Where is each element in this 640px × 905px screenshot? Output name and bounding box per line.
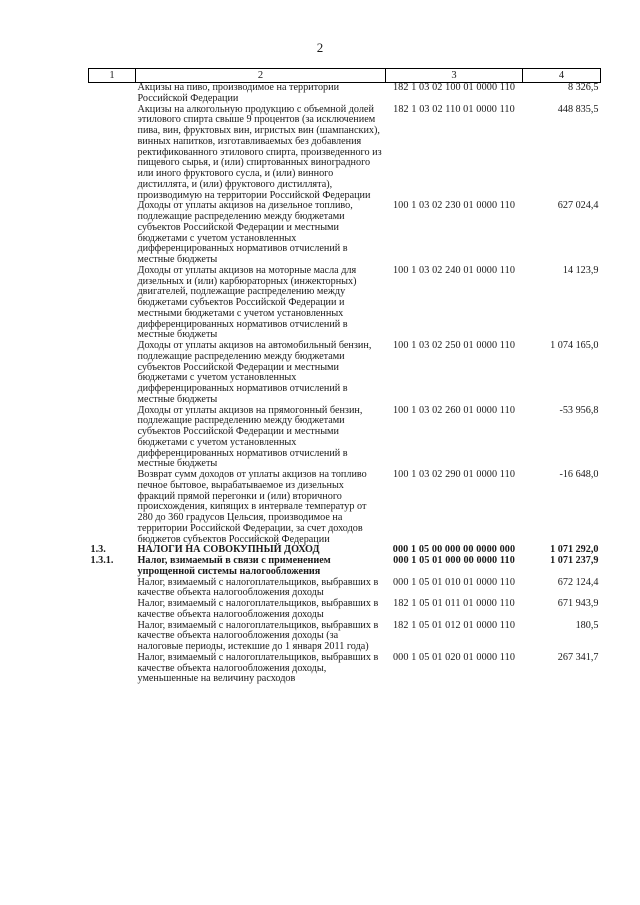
- row-name: Налог, взимаемый с налогоплательщиков, выбравших в качестве объекта налогообложения доходы (за налоговые периоды, истекшие до 1 января 2011 года): [137, 619, 379, 652]
- row-code: 000 1 05 01 020 01 0000 110: [392, 651, 516, 663]
- row-number: [89, 653, 136, 685]
- row-code: 000 1 05 01 000 00 0000 110: [393, 555, 515, 566]
- row-name: Налог, взимаемый в связи с применением упрощенной системы налогообложения: [137, 555, 331, 577]
- row-number: [89, 83, 136, 105]
- row-number: [89, 105, 136, 202]
- row-amount: 267 341,7: [557, 651, 599, 663]
- row-number: [89, 406, 136, 471]
- table-row: [89, 578, 601, 600]
- row-number: [89, 201, 136, 266]
- row-name: Акцизы на алкогольную продукцию с объемной долей этилового спирта свыше 9 процентов (за исключением пива, вин, фруктовых вин, игристых вин (шампанских), винных напитков, изготавливаемых без добавления ректификованного этилового спирта, произведенного из пищевого сырья, и (или) спиртованных виноградного или иного фруктового сусла, и (или) винного дистиллята, и (или) фруктового дистиллята), производимую на территории Российской Федерации: [137, 103, 382, 201]
- row-number: [89, 266, 136, 341]
- row-number: [89, 470, 136, 545]
- row-amount: 14 123,9: [562, 264, 599, 276]
- row-amount: 1 074 165,0: [550, 340, 599, 351]
- row-code: 100 1 03 02 240 01 0000 110: [392, 264, 516, 276]
- row-amount: -53 956,8: [559, 404, 599, 416]
- row-number: 1.3.: [90, 544, 106, 556]
- row-number: [89, 578, 136, 600]
- row-amount: -16 648,0: [559, 469, 599, 480]
- row-code: 100 1 03 02 230 01 0000 110: [392, 200, 516, 212]
- row-name: Возврат сумм доходов от уплаты акцизов на топливо печное бытовое, вырабатываемое из дизельных фракций прямой перегонки и (или) вторичного происхождения, кипящих в интервале температур от 280 до 360 градусов Цельсия, производимое на территории Российской Федерации, за счет доходов бюджетов субъектов Российской Федерации: [137, 469, 367, 545]
- row-code: 100 1 03 02 250 01 0000 110: [392, 340, 516, 351]
- row-amount: 1 071 237,9: [550, 555, 599, 566]
- table-row: [89, 406, 601, 471]
- table-header-row: [89, 69, 601, 83]
- row-amount: 672 124,4: [557, 576, 599, 588]
- row-code: 000 1 05 01 010 01 0000 110: [392, 576, 516, 588]
- row-number: [89, 599, 136, 621]
- row-code: 000 1 05 00 000 00 0000 000: [392, 544, 516, 556]
- table-row: [89, 470, 601, 545]
- row-name: Налог, взимаемый с налогоплательщиков, выбравших в качестве объекта налогообложения доходы: [137, 598, 379, 620]
- row-name: Доходы от уплаты акцизов на автомобильный бензин, подлежащие распределению между бюджетами субъектов Российской Федерации и местными бюджетами с учетом установленных дифференцированных нормативов отчислений в местные бюджеты: [137, 340, 372, 405]
- row-amount: 627 024,4: [557, 200, 599, 212]
- row-name: Доходы от уплаты акцизов на моторные масла для дизельных и (или) карбюраторных (инжекторных) двигателей, подлежащие распределению между бюджетами субъектов Российской Федерации и местными бюджетами с учетом установленных дифференцированных нормативов отчислений в местные бюджеты: [137, 264, 357, 341]
- row-name: Доходы от уплаты акцизов на дизельное топливо, подлежащие распределению между бюджетами субъектов Российской Федерации и местными бюджетами с учетом установленных дифференцированных нормативов отчислений в местные бюджеты: [137, 200, 353, 265]
- row-name: Акцизы на пиво, производимое на территории Российской Федерации: [137, 82, 340, 104]
- table-row: [89, 83, 601, 105]
- row-code: 182 1 03 02 100 01 0000 110: [392, 82, 516, 93]
- header-col-4: 4: [523, 69, 601, 83]
- row-code: 100 1 03 02 260 01 0000 110: [392, 404, 516, 416]
- row-number: [89, 621, 136, 653]
- header-col-3: 3: [386, 69, 523, 83]
- header-col-2: 2: [136, 69, 386, 83]
- row-name: НАЛОГИ НА СОВОКУПНЫЙ ДОХОД: [137, 544, 320, 556]
- header-col-1: 1: [89, 69, 136, 83]
- row-code: 182 1 05 01 012 01 0000 110: [392, 619, 516, 631]
- table-row: [89, 266, 601, 341]
- row-amount: 180,5: [575, 619, 599, 631]
- table-body: [89, 83, 601, 686]
- row-amount: 1 071 292,0: [550, 544, 599, 556]
- row-name: Доходы от уплаты акцизов на прямогонный бензин, подлежащие распределению между бюджетами субъектов Российской Федерации и местными бюджетами с учетом установленных дифференцированных нормативов отчислений в местные бюджеты: [137, 404, 363, 470]
- row-name: Налог, взимаемый с налогоплательщиков, выбравших в качестве объекта налогообложения доходы: [137, 576, 379, 599]
- row-amount: 8 326,5: [567, 82, 599, 93]
- row-amount: 448 835,5: [557, 103, 599, 115]
- page-number: 2: [316, 40, 324, 55]
- table-row: [89, 105, 601, 202]
- table-row: [89, 556, 601, 578]
- row-code: 182 1 05 01 011 01 0000 110: [393, 598, 515, 609]
- row-number: 1.3.1.: [90, 555, 114, 566]
- table-row: [89, 341, 601, 406]
- revenue-table: [88, 68, 601, 685]
- row-code: 100 1 03 02 290 01 0000 110: [392, 469, 516, 480]
- table-row: [89, 653, 601, 685]
- table-row: [89, 599, 601, 621]
- table-row: [89, 621, 601, 653]
- row-name: Налог, взимаемый с налогоплательщиков, выбравших в качестве объекта налогообложения доходы, уменьшенные на величину расходов: [137, 651, 379, 685]
- table-row: [89, 201, 601, 266]
- row-code: 182 1 03 02 110 01 0000 110: [393, 103, 515, 115]
- row-amount: 671 943,9: [557, 598, 599, 609]
- row-number: [89, 341, 136, 406]
